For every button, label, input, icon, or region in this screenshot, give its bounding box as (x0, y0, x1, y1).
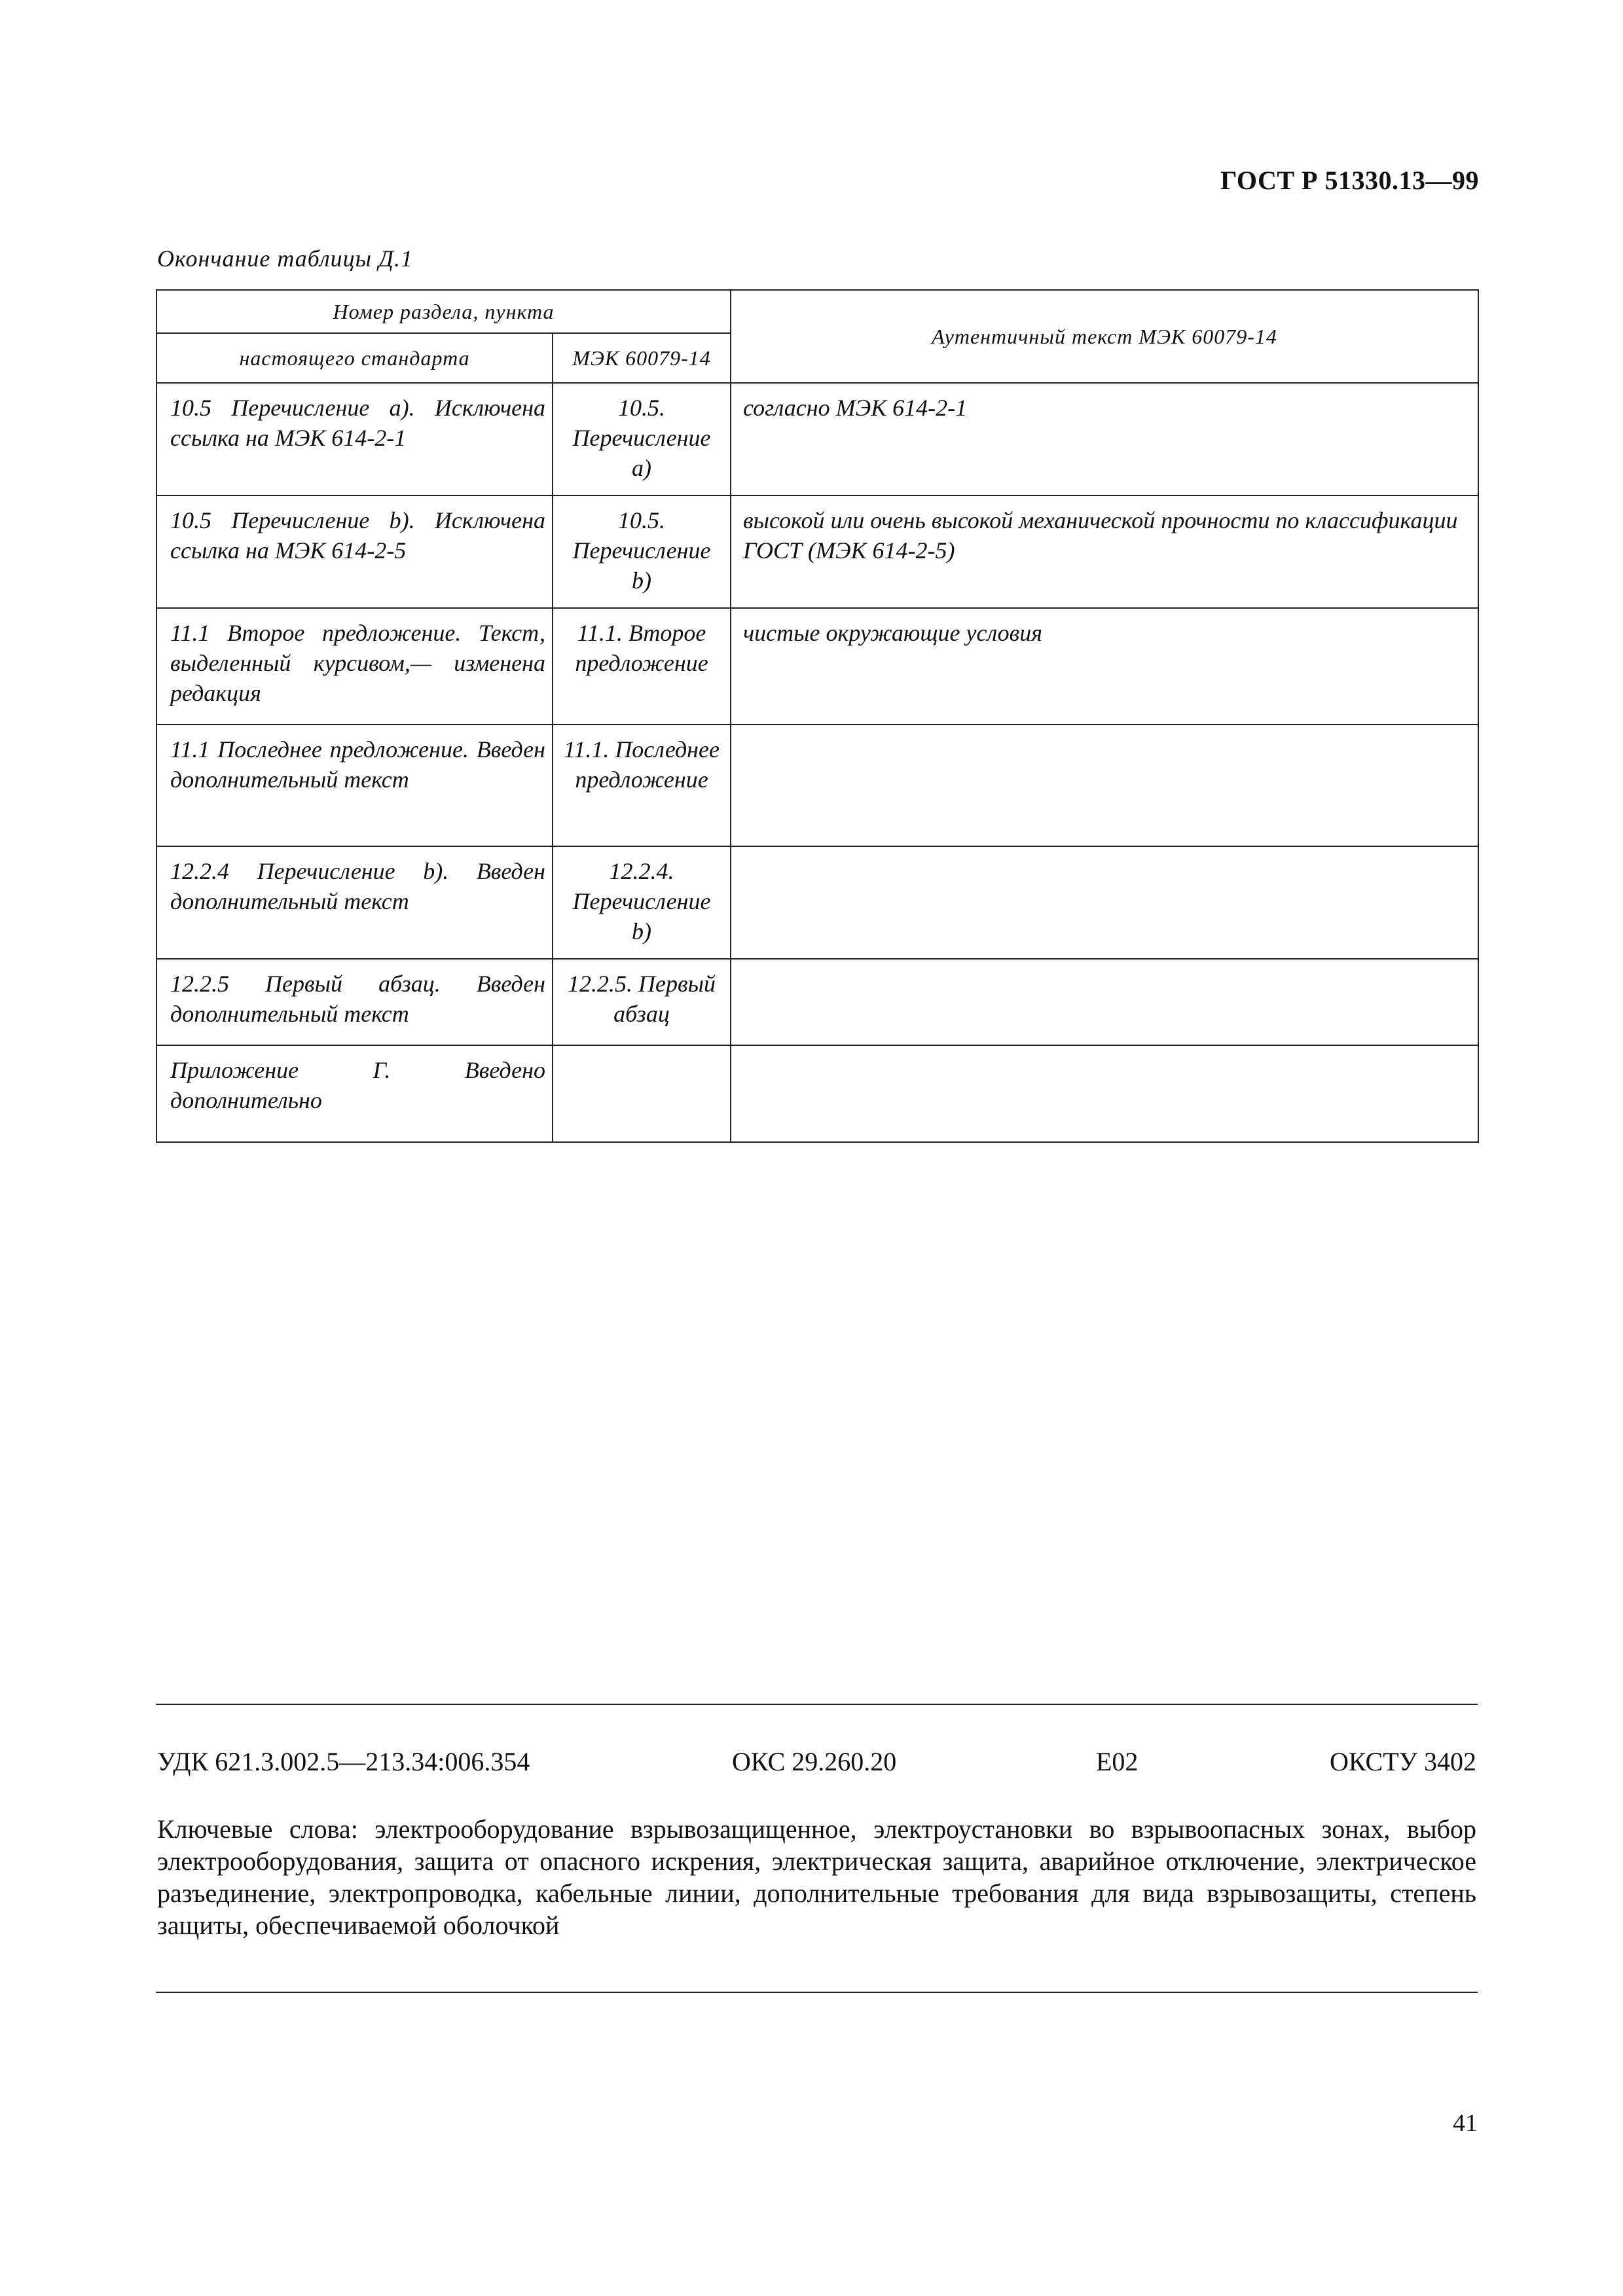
cell-iec: 12.2.5. Первый абзац (553, 959, 731, 1045)
header-this-standard: настоящего стандарта (156, 333, 553, 383)
table-row (156, 846, 1478, 959)
table-row (156, 383, 1478, 495)
classification-row (157, 1746, 1476, 1779)
cell-text: согласно МЭК 614-2-1 (731, 383, 1478, 495)
cell-standard: 10.5 Перечисление b). Исключена ссылка на МЭК 614-2-5 (156, 495, 553, 608)
cell-text (731, 959, 1478, 1045)
cell-iec: 12.2.4. Перечисление b) (553, 846, 731, 959)
oks-code: ОКС 29.260.20 (732, 1747, 897, 1776)
keywords-paragraph: Ключевые слова: электрооборудование взрывозащищенное, электроустановки во взрывоопасных зонах, выбор электрооборудования, защита от опасного искрения, электрическая защита, аварийное отключение, электрическое разъединение, электропроводка, кабельные линии, дополнительные требования для вида взрывозащиты, степень защиты, обеспечиваемой оболочкой (157, 1814, 1476, 1940)
header-iec: МЭК 60079-14 (553, 333, 731, 383)
cell-text (731, 1045, 1478, 1142)
document-code: ГОСТ Р 51330.13—99 (1220, 166, 1479, 195)
cell-iec (553, 1045, 731, 1142)
cell-standard: 10.5 Перечисление a). Исключена ссылка на МЭК 614-2-1 (156, 383, 553, 495)
cell-standard: 12.2.5 Первый абзац. Введен дополнительный текст (156, 959, 553, 1045)
cell-text: высокой или очень высокой механической прочности по классификации ГОСТ (МЭК 614-2-5) (731, 495, 1478, 608)
cell-iec: 10.5. Перечисление a) (553, 383, 731, 495)
cell-text (731, 725, 1478, 846)
cell-standard: 12.2.4 Перечисление b). Введен дополнительный текст (156, 846, 553, 959)
table-row (156, 495, 1478, 608)
bottom-divider (156, 1992, 1478, 1993)
table-row (156, 959, 1478, 1045)
top-divider (156, 1704, 1478, 1705)
cell-text: чистые окружающие условия (731, 608, 1478, 725)
header-section-number: Номер раздела, пункта (156, 290, 731, 333)
e-code: Е02 (1096, 1747, 1139, 1776)
udk-code: УДК 621.3.002.5—213.34:006.354 (157, 1747, 530, 1776)
okstu-code: ОКСТУ 3402 (1329, 1747, 1476, 1776)
correspondence-table (156, 289, 1479, 1143)
cell-standard: Приложение Г. Введено дополнительно (156, 1045, 553, 1142)
cell-standard: 11.1 Второе предложение. Текст, выделенный курсивом,— изменена редакция (156, 608, 553, 725)
page-number: 41 (1453, 2109, 1478, 2137)
cell-iec: 11.1. Последнее предложение (553, 725, 731, 846)
cell-iec: 10.5. Перечисление b) (553, 495, 731, 608)
cell-standard: 11.1 Последнее предложение. Введен дополнительный текст (156, 725, 553, 846)
cell-text (731, 846, 1478, 959)
table-caption: Окончание таблицы Д.1 (157, 245, 413, 272)
table-row (156, 725, 1478, 846)
table-row (156, 1045, 1478, 1142)
header-authentic-text: Аутентичный текст МЭК 60079-14 (731, 290, 1478, 383)
cell-iec: 11.1. Второе предложение (553, 608, 731, 725)
table-row (156, 608, 1478, 725)
